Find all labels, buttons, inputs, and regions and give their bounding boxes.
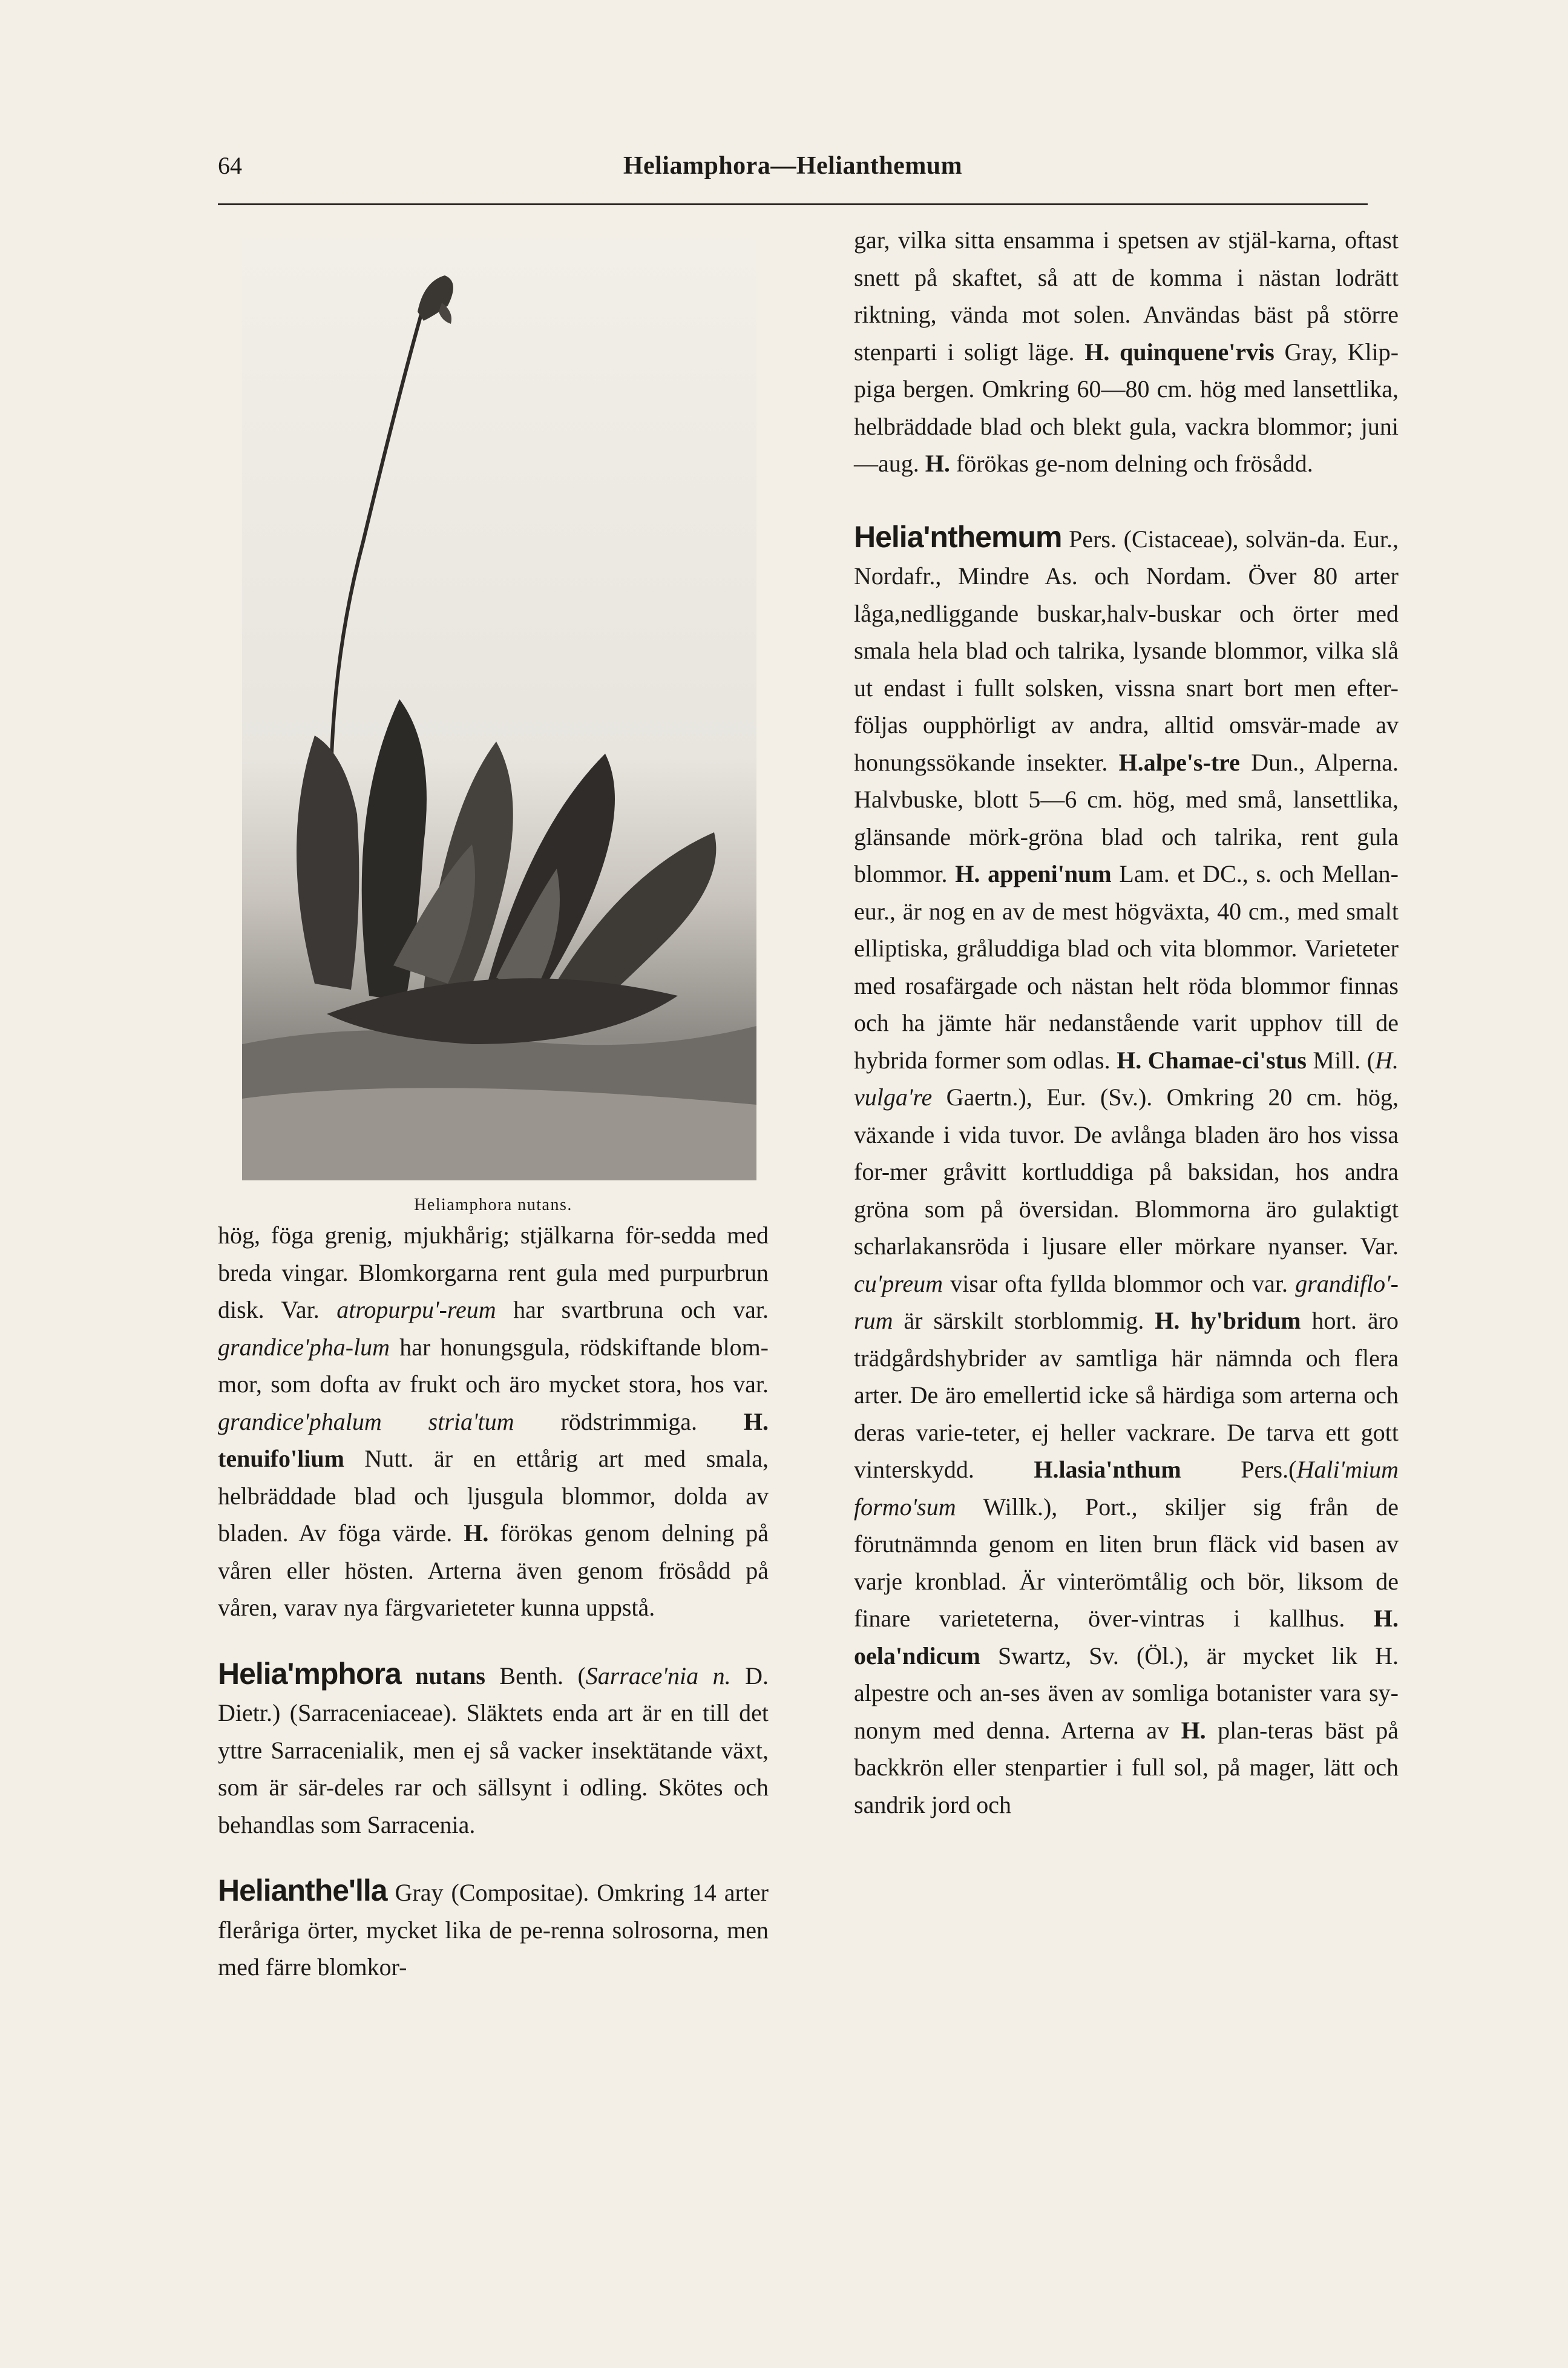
right-column [854, 222, 1399, 1823]
variety-name: grandiflo'-rum [854, 1269, 1399, 1334]
text-run: hög, föga grenig, mjukhårig; stjälkarna för-sedda med breda vingar. Blomkorgarna rent gula med purpurbrun disk. Var. [218, 1222, 769, 1323]
text-run: Willk.), Port., skiljer sig från de förutnämnda genom en liten brun fläck vid basen av varje kronblad. Är vinterömtålig och bör, liksom de finare varieteterna, över-vintras i kallhus. [854, 1493, 1399, 1632]
synonym-name: Sarrace'nia n. [585, 1662, 731, 1689]
page-header [218, 151, 1368, 200]
genus-abbrev: H. [1181, 1716, 1206, 1744]
text-run: Gaertn.), Eur. (Sv.). Omkring 20 cm. hög, växande i vida tuvor. De avlånga bladen äro hos vissa for-mer gråvitt kortluddiga på baksidan, hos andra gröna som på översidan. Blommorna äro gulaktigt scharlakansröda i ljusare eller mörkare nyanser. Var. [854, 1084, 1399, 1260]
entry-heading: Helia'nthemum [854, 519, 1062, 554]
text-run: hort. äro trädgårdshybrider av samtliga här nämnda och flera arter. De äro emellertid icke så härdiga som arterna och deras varie-teter, ej heller vackrare. De tarva ett gott vinterskydd. [854, 1307, 1399, 1483]
heliamphora-illustration [242, 239, 756, 1180]
text-run: Pers. (Cistaceae), solvän-da. Eur., Nordafr., Mindre As. och Nordam. Över 80 arter låga,nedliggande buskar,halv-buskar och örter med smala hela blad och talrika, lysande blommor, vilka slå ut endast i fullt solsken, vissna snart bort men efter-följas oupphörligt av andra, alltid omsvär-made av honungssökande insekter. [854, 525, 1399, 776]
text-run: har honungsgula, rödskiftande blom-mor, som dofta av frukt och äro mycket stora, hos var. [218, 1333, 769, 1398]
species-name: H.alpe's-tre [1118, 748, 1240, 776]
text-run: har svartbruna och var. [496, 1296, 769, 1323]
figure-caption: Heliamphora nutans. [414, 1196, 572, 1214]
text-run: Dun., Alperna. Halvbuske, blott 5—6 cm. hög, med små, lansettlika, glänsande mörk-gröna blad och talrika, rent gula blommor. [854, 748, 1399, 887]
text-run: D. Dietr.) (Sarraceniaceae). Släktets enda art är en till det yttre Sarracenialik, men ej så vacker insektätande växt, som är sär-deles rar och sällsynt i odling. Skötes och behandlas som Sarracenia. [218, 1662, 769, 1838]
entry-helianthemum [854, 519, 1399, 1824]
text-run: Lam. et DC., s. och Mellan-eur., är nog en av de mest högväxta, 40 cm., med smalt elliptiska, gråluddiga blad och vita blommor. Varieteter med rosafärgade och nästan helt röda blommor finnas och ha jämte här nedanstående varit upphov till de hybrida former som odlas. [854, 860, 1399, 1074]
species-name: H. tenuifo'lium [218, 1407, 769, 1472]
text-run: visar ofta fyllda blommor och var. [943, 1269, 1296, 1297]
text-run: Swartz, Sv. (Öl.), är mycket lik H. alpestre och an-ses även av somliga botanister vara sy-nonym med denna. Arterna av [854, 1642, 1399, 1744]
left-column [218, 1217, 769, 1986]
text-run: Benth. ( [485, 1662, 586, 1689]
species-name: H.lasia'nthum [1034, 1456, 1181, 1483]
genus-abbrev: H. [925, 450, 950, 477]
paragraph-helianthella-continued [854, 222, 1399, 482]
species-name: H. Chamae-ci'stus [1117, 1046, 1307, 1074]
entry-heliamphora [218, 1656, 769, 1844]
plant-photograph [242, 239, 756, 1180]
text-run: är särskilt storblommig. [893, 1307, 1155, 1334]
variety-name: grandice'phalum stria'tum [218, 1407, 514, 1435]
entry-helianthella [218, 1872, 769, 1986]
variety-name: cu'preum [854, 1269, 943, 1297]
text-run: Gray, Klip-piga bergen. Omkring 60—80 cm. hög med lansettlika, helbräddade blad och blekt gula, vackra blommor; juni—aug. [854, 338, 1399, 477]
text-run: rödstrimmiga. [514, 1407, 744, 1435]
variety-name: grandice'pha-lum [218, 1333, 390, 1361]
variety-name: atropurpu'-reum [336, 1296, 496, 1323]
species-name: H. hy'bridum [1155, 1307, 1301, 1334]
running-head: Heliamphora—Helianthemum [623, 152, 963, 180]
genus-abbrev: H. [464, 1519, 489, 1547]
entry-heading: Helia'mphora [218, 1656, 401, 1691]
entry-heading: Helianthe'lla [218, 1873, 387, 1907]
text-run: plan-teras bäst på backkrön eller stenpartier i full sol, på mager, lätt och sandrik jord och [854, 1716, 1399, 1818]
text-run: Mill. ( [1306, 1046, 1376, 1074]
text-run: gar, vilka sitta ensamma i spetsen av stjäl-karna, oftast snett på skaftet, så att de komma i nästan lodrätt riktning, vända mot solen. Användas bäst på större stenparti i soligt läge. [854, 226, 1399, 366]
species-name: H. oela'ndicum [854, 1605, 1399, 1669]
text-run: förökas genom delning på våren eller hösten. Arterna även genom frösådd på våren, varav nya färgvarieteter kunna uppstå. [218, 1519, 769, 1621]
text-run: Gray (Compositae). Omkring 14 arter fleråriga örter, mycket lika de pe-renna solrosorna, men med färre blomkor- [218, 1879, 769, 1981]
paragraph-helenium-continued [218, 1217, 769, 1626]
page-number: 64 [218, 152, 242, 179]
synonym-name: H. vulga're [854, 1046, 1399, 1111]
header-rule [218, 203, 1368, 205]
species-name: nutans [401, 1662, 485, 1689]
text-run: förökas ge-nom delning och frösådd. [950, 450, 1313, 477]
synonym-name: Hali'mium formo'sum [854, 1456, 1399, 1521]
species-name: H. appeni'num [955, 860, 1112, 887]
text-run: Nutt. är en ettårig art med smala, helbräddade blad och ljusgula blommor, dolda av bladen. Av föga värde. [218, 1445, 769, 1547]
species-name: H. quinquene'rvis [1084, 338, 1274, 366]
text-run: Pers.( [1181, 1456, 1297, 1483]
